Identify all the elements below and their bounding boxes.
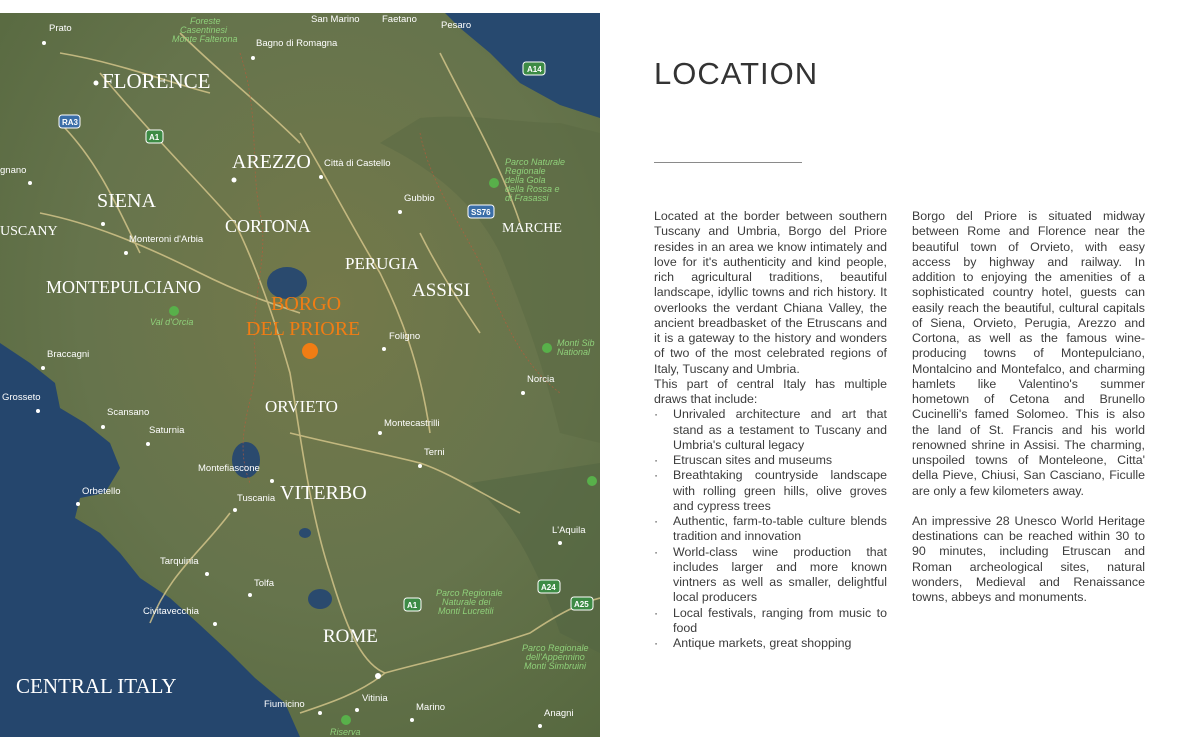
- park3-line2: Naturale dei: [442, 597, 491, 607]
- bullet-icon: ·: [654, 605, 659, 620]
- svg-text:SS76: SS76: [471, 208, 491, 217]
- bullet-icon: ·: [654, 468, 659, 483]
- situation-paragraph: Borgo del Priore is situated midway between Rome and Florence near the beautiful town of Orvieto, with easy access by highway and railway. In addition to enjoying the amenities of a sophisticated country hotel, guests can easily reach the beautiful, cultural capitals of Siena, Orvieto, Perugia, Arezzo and Cortona, as well as the famous wine-producing towns of Montepulciano, Montalcino and Montefalco, and charming hamlets like Valentino's summer hometown of Cetona and Brunello Cucinelli's famed Solomeo. This is also the land of St. Francis and his world renowned shrine in Assisi. The charming, unspoiled towns of Monteleone, Citta' della Pieve, Chiusi, San Casciano, Ficulle are only a few kilometers away.: [912, 209, 1145, 498]
- list-item: · Unrivaled architecture and art that stand as a testament to Tuscany and Umbria's cultural legacy: [654, 407, 887, 452]
- town-civitavecchia: Civitavecchia: [143, 606, 199, 617]
- park3-line3: Monti Lucretili: [438, 606, 494, 616]
- town-orbetello: Orbetello: [82, 486, 121, 497]
- bullet-icon: ·: [654, 453, 659, 467]
- list-item: · Local festivals, ranging from music to food: [654, 605, 887, 635]
- town-braccagni: Braccagni: [47, 349, 90, 360]
- label-viterbo: VITERBO: [280, 482, 367, 504]
- park1-line2: Regionale: [505, 166, 546, 176]
- intro-paragraph: Located at the border between southern Tuscany and Umbria, Borgo del Priore resides in an area we know intimately and love for it's authenticity and kind people, rich agricultural traditions, beautiful landscape, idyllic towns and rich history. It overlooks the verdant Chiana Valley, the ancient breadbasket of the Etruscans and it is a gateway to the history and wonders of two of the most celebrated regions of Italy, Tuscany and Umbria.: [654, 209, 887, 376]
- town-montecastrilli: Montecastrilli: [384, 418, 440, 429]
- list-item: · Antique markets, great shopping: [654, 636, 852, 650]
- label-orvieto: ORVIETO: [265, 397, 338, 416]
- town-fiumicino: Fiumicino: [264, 699, 305, 710]
- town-montefiascone: Montefiascone: [198, 463, 260, 474]
- svg-text:A1: A1: [407, 601, 418, 610]
- park3-line1: Parco Regionale: [436, 588, 503, 598]
- label-tuscany: USCANY: [0, 224, 58, 239]
- bullet-icon: ·: [654, 544, 659, 559]
- town-tarquinia: Tarquinia: [160, 556, 199, 567]
- town-norcia: Norcia: [527, 374, 555, 385]
- park1-line1: Parco Naturale: [505, 157, 566, 167]
- page-title: LOCATION: [654, 56, 819, 91]
- label-assisi: ASSISI: [412, 280, 471, 301]
- text-column-left: [654, 209, 887, 651]
- label-siena: SIENA: [97, 190, 156, 212]
- central-italy-map: [0, 13, 600, 737]
- list-item: · World-class wine production that includes larger and more known vintners as well as smaller, delightful local producers: [654, 544, 887, 605]
- town-saturnia: Saturnia: [149, 425, 185, 436]
- town-pesaro: Pesaro: [441, 20, 472, 31]
- town-citta-castello: Città di Castello: [324, 158, 391, 169]
- list-item: · Authentic, farm-to-table culture blends tradition and innovation: [654, 514, 887, 544]
- town-gubbio: Gubbio: [404, 193, 435, 204]
- park1-line4: della Rossa e: [505, 184, 560, 194]
- shield-ss76: [468, 205, 494, 218]
- svg-text:A14: A14: [527, 65, 542, 74]
- town-monte-falterona: Monte Falterona: [172, 34, 238, 44]
- town-bagno: Bagno di Romagna: [256, 38, 338, 49]
- shield-a24: [538, 580, 560, 593]
- borgo-label-line2: DEL PRIORE: [246, 318, 361, 340]
- park4-line3: Monti Simbruini: [524, 661, 587, 671]
- town-grosseto: Grosseto: [2, 392, 41, 403]
- bullet-icon: ·: [654, 407, 659, 422]
- town-marino: Marino: [416, 702, 446, 713]
- svg-text:RA3: RA3: [62, 118, 79, 127]
- park4-line2: dell'Appennino: [526, 652, 585, 662]
- borgo-label-line1: BORGO: [271, 293, 342, 315]
- town-san-marino: San Marino: [311, 14, 360, 25]
- town-casentinesi: Casentinesi: [180, 25, 228, 35]
- text-column-right: [912, 209, 1145, 605]
- label-rome: ROME: [323, 626, 378, 647]
- park1-line5: di Frasassi: [505, 193, 549, 203]
- shield-a1-south: [404, 598, 421, 611]
- borgo-del-priore-marker: [302, 343, 318, 359]
- park4-line1: Parco Regionale: [522, 643, 589, 653]
- lake-bracciano: [308, 589, 332, 609]
- title-divider: [654, 162, 802, 163]
- shield-ra3: [59, 115, 80, 128]
- shield-a14: [523, 62, 545, 75]
- paragraph-gap: [912, 499, 1145, 514]
- town-laquila: L'Aquila: [552, 525, 586, 536]
- list-item: · Etruscan sites and museums: [654, 453, 833, 467]
- town-foreste: Foreste: [190, 16, 221, 26]
- label-perugia: PERUGIA: [345, 254, 419, 273]
- town-terni: Terni: [424, 447, 445, 458]
- town-val-dorcia: Val d'Orcia: [150, 317, 194, 327]
- town-tuscania: Tuscania: [237, 493, 276, 504]
- label-florence: FLORENCE: [102, 69, 211, 93]
- lake-vico: [299, 528, 311, 538]
- town-monteroni: Monteroni d'Arbia: [129, 234, 204, 245]
- town-prato: Prato: [49, 23, 72, 34]
- svg-text:A1: A1: [149, 133, 160, 142]
- draws-lead: This part of central Italy has multiple draws that include:: [654, 376, 887, 406]
- map-graphic: [0, 13, 600, 737]
- list-item: · Breathtaking countryside landscape with rolling green hills, olive groves and cypress trees: [654, 468, 887, 513]
- label-cortona: CORTONA: [225, 216, 311, 236]
- town-scansano: Scansano: [107, 407, 150, 418]
- label-montepulciano: MONTEPULCIANO: [46, 277, 201, 297]
- town-gnano: gnano: [0, 165, 27, 176]
- town-tolfa: Tolfa: [254, 578, 275, 589]
- draws-list: [654, 407, 887, 651]
- town-foligno: Foligno: [389, 331, 421, 342]
- label-arezzo: AREZZO: [232, 151, 311, 173]
- location-text-panel: [600, 0, 1200, 750]
- town-faetano: Faetano: [382, 14, 417, 25]
- label-marche: MARCHE: [502, 221, 562, 236]
- bullet-icon: ·: [654, 636, 659, 650]
- region-caption: CENTRAL ITALY: [16, 674, 177, 698]
- park1-line3: della Gola: [505, 175, 546, 185]
- town-vitinia: Vitinia: [362, 693, 388, 704]
- park2-line2: National: [557, 347, 591, 357]
- town-riserva: Riserva: [330, 727, 361, 737]
- shield-a25: [571, 597, 593, 610]
- svg-text:A25: A25: [574, 600, 589, 609]
- park2-line1: Monti Sib: [557, 338, 595, 348]
- unesco-paragraph: An impressive 28 Unesco World Heritage destinations can be reached within 30 to 90 minutes, including Etruscan and Roman archeological sites, natural wonders, Medieval and Renaissance towns, abbeys and monuments.: [912, 513, 1145, 604]
- town-anagni: Anagni: [544, 708, 574, 719]
- shield-a1-north: [146, 130, 163, 143]
- svg-text:A24: A24: [541, 583, 556, 592]
- bullet-icon: ·: [654, 514, 659, 528]
